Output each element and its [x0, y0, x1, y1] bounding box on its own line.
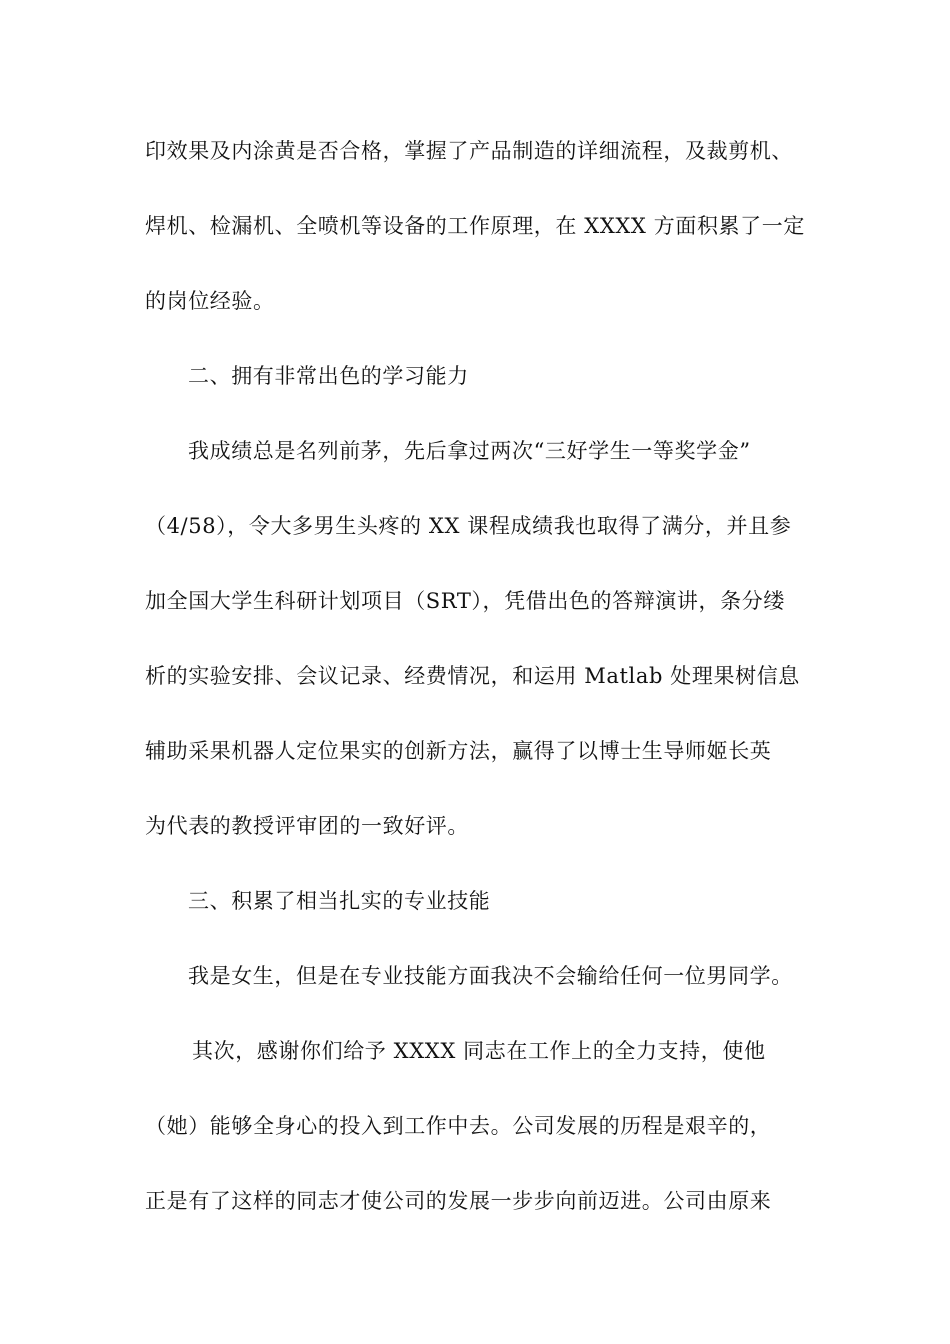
paragraph-line: 析的实验安排、会议记录、经费情况，和运用 Matlab 处理果树信息: [145, 664, 800, 688]
paragraph-line: 辅助采果机器人定位果实的创新方法，赢得了以博士生导师姬长英: [145, 739, 772, 763]
paragraph-line: （4/58），令大多男生头疼的 XX 课程成绩我也取得了满分，并且参: [145, 514, 792, 538]
paragraph-line: 的岗位经验。: [145, 289, 275, 313]
paragraph-line: 加全国大学生科研计划项目（SRT），凭借出色的答辩演讲，条分缕: [145, 589, 785, 613]
paragraph-line: 为代表的教授评审团的一致好评。: [145, 814, 469, 838]
paragraph-line: 焊机、检漏机、全喷机等设备的工作原理，在 XXXX 方面积累了一定: [145, 214, 805, 238]
paragraph-line: 印效果及内涂黄是否合格，掌握了产品制造的详细流程，及裁剪机、: [145, 139, 793, 163]
paragraph-line: （她）能够全身心的投入到工作中去。公司发展的历程是艰辛的，: [145, 1114, 772, 1138]
section-heading: 三、积累了相当扎实的专业技能: [188, 889, 491, 913]
paragraph-line: 我是女生，但是在专业技能方面我决不会输给任何一位男同学。: [188, 964, 793, 988]
section-heading: 二、拥有非常出色的学习能力: [188, 364, 469, 388]
paragraph-line: 我成绩总是名列前茅，先后拿过两次“三好学生一等奖学金”: [188, 439, 751, 463]
paragraph-line: 其次，感谢你们给予 XXXX 同志在工作上的全力支持，使他: [192, 1039, 766, 1063]
paragraph-line: 正是有了这样的同志才使公司的发展一步步向前迈进。公司由原来: [145, 1189, 772, 1213]
